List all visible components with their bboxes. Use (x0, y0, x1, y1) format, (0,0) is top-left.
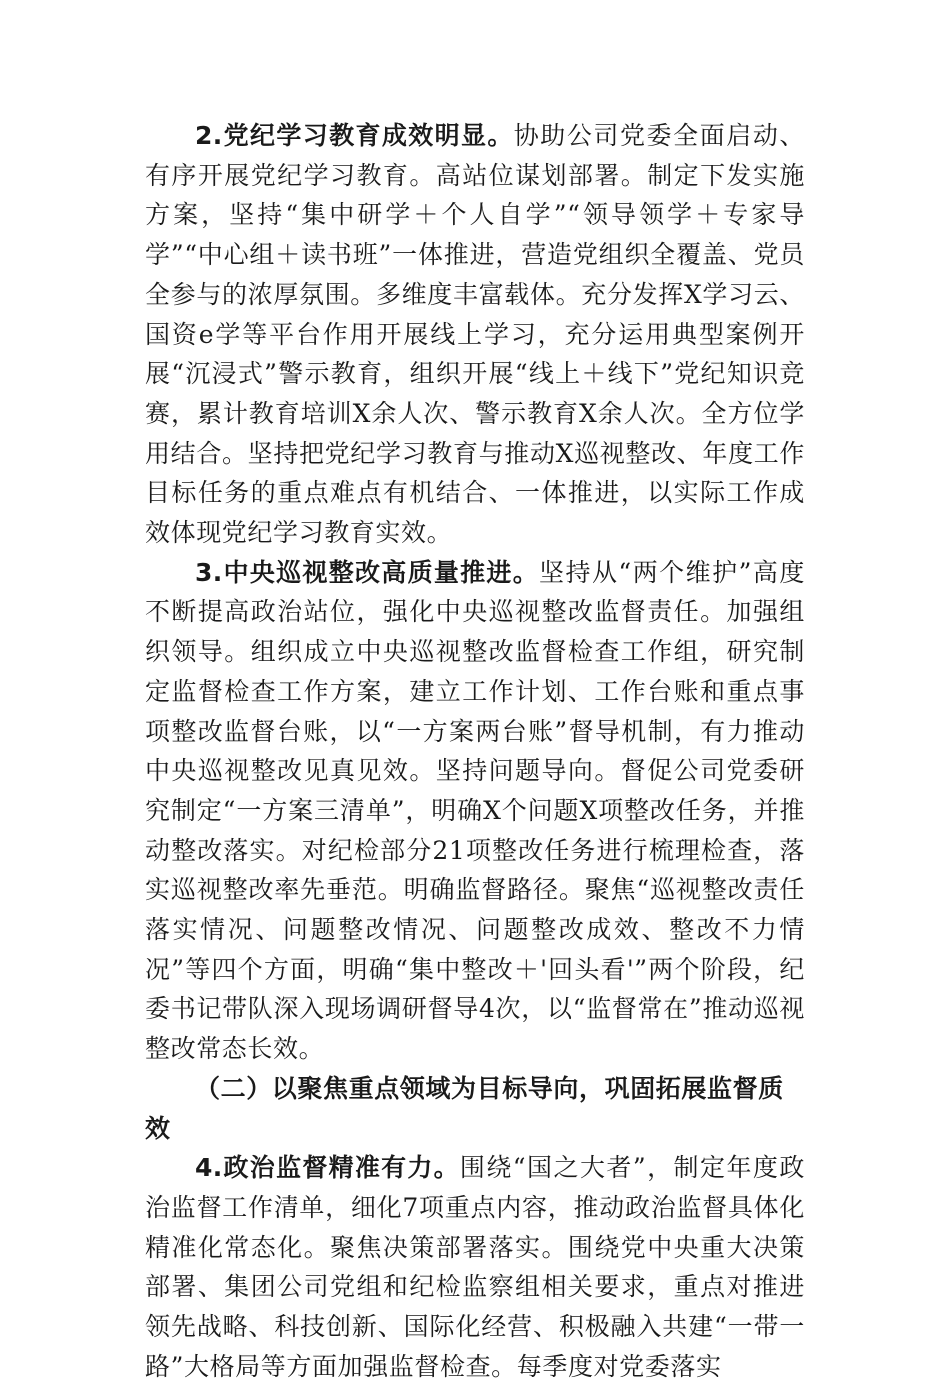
paragraph-political-supervision (145, 1148, 805, 1386)
paragraph-heading: 3.中央巡视整改高质量推进。 (195, 557, 539, 587)
paragraph-party-discipline-education (145, 116, 805, 553)
paragraph-text: 围绕“国之大者”，制定年度政治监督工作清单，细化7项重点内容，推动政治监督具体化精准化常态化。聚焦决策部署落实。围绕党中央重大决策部署、集团公司党组和纪检监察组相关要求，重点对推进领先战略、科技创新、国际化经营、积极融入共建“一带一路”大格局等方面加强监督检查。每季度对党委落实 (145, 1153, 805, 1381)
document-body (145, 116, 805, 1387)
paragraph-text: 坚持从“两个维护”高度不断提高政治站位，强化中央巡视整改监督责任。加强组织领导。组织成立中央巡视整改监督检查工作组，研究制定监督检查工作方案，建立工作计划、工作台账和重点事项整改监督台账，以“一方案两台账”督导机制，有力推动中央巡视整改见真见效。坚持问题导向。督促公司党委研究制定“一方案三清单”，明确X个问题X项整改任务，并推动整改落实。对纪检部分21项整改任务进行梳理检查，落实巡视整改率先垂范。明确监督路径。聚焦“巡视整改责任落实情况、问题整改情况、问题整改成效、整改不力情况”等四个方面，明确“集中整改＋'回头看'”两个阶段，纪委书记带队深入现场调研督导4次，以“监督常在”推动巡视整改常态长效。 (145, 557, 805, 1064)
section-title: （二）以聚焦重点领域为目标导向，巩固拓展监督质效 (145, 1073, 784, 1143)
paragraph-inspection-rectification (145, 553, 805, 1069)
paragraph-heading: 2.党纪学习教育成效明显。 (195, 121, 514, 150)
paragraph-heading: 4.政治监督精准有力。 (195, 1153, 460, 1183)
paragraph-text: 协助公司党委全面启动、有序开展党纪学习教育。高站位谋划部署。制定下发实施方案，坚持“集中研学＋个人自学”“领导领学＋专家导学”“中心组＋读书班”一体推进，营造党组织全覆盖、党员全参与的浓厚氛围。多维度丰富载体。充分发挥X学习云、国资e学等平台作用开展线上学习，充分运用典型案例开展“沉浸式”警示教育，组织开展“线上＋线下”党纪知识竞赛，累计教育培训X余人次、警示教育X余人次。全方位学用结合。坚持把党纪学习教育与推动X巡视整改、年度工作目标任务的重点难点有机结合、一体推进，以实际工作成效体现党纪学习教育实效。 (145, 121, 806, 548)
